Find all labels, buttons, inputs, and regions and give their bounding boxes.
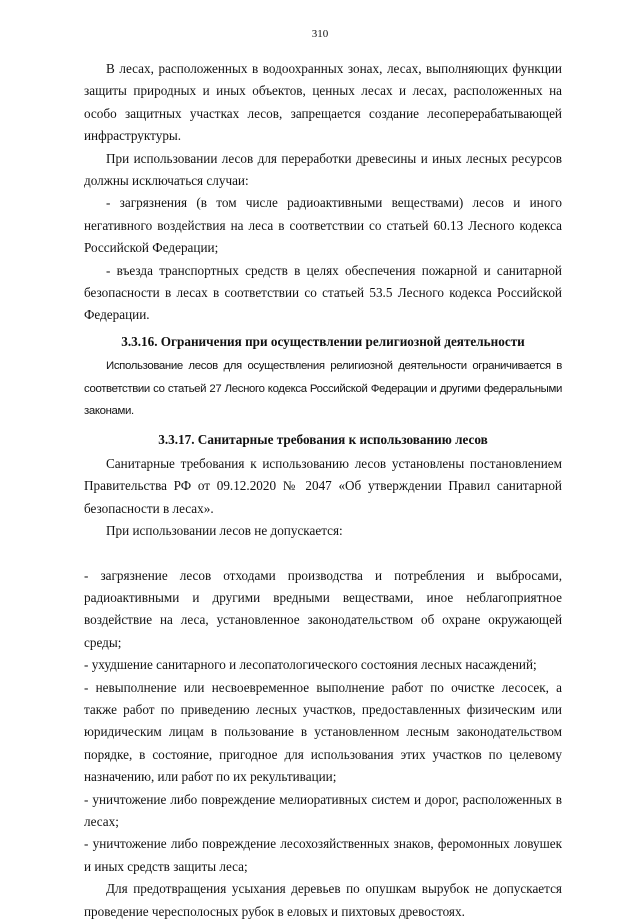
- list-item-waste-pollution: - загрязнение лесов отходами производства и потребления и выбросами, радиоактивными и другими вредными веществами, иное неблагоприятное воздействие на леса, установленное законодательством об охране окружающей среды;: [84, 567, 562, 650]
- section-title-3-3-16: 3.3.16. Ограничения при осуществлении религиозной деятельности: [121, 333, 525, 349]
- list-item-vehicle-entry: - въезда транспортных средств в целях обеспечения пожарной и санитарной безопасности в лесах в соответствии со статьей 53.5 Лесного кодекса Российской Федерации.: [84, 262, 562, 323]
- list-item-drainage-damage: - уничтожение либо повреждение мелиоративных систем и дорог, расположенных в лесах;: [84, 791, 562, 829]
- paragraph-sanitary-requirements: Санитарные требования к использованию лесов установлены постановлением Правительства РФ от 09.12.2020 № 2047 «Об утверждении Правил санитарной безопасности в лесах».: [84, 455, 562, 516]
- list-item-sanitary-deterioration: - ухудшение санитарного и лесопатологического состояния лесных насаждений;: [84, 657, 537, 673]
- paragraph-not-allowed: При использовании лесов не допускается:: [106, 523, 343, 539]
- paragraph-processing-exclusions: При использовании лесов для переработки древесины и иных лесных ресурсов должны исключаться случаи:: [84, 150, 562, 189]
- paragraph-strip-cutting: Для предотвращения усыхания деревьев по опушкам вырубок не допускается проведение чересполосных рубок в еловых и пихтовых древостоях.: [84, 881, 562, 919]
- section-title-3-3-17: 3.3.17. Санитарные требования к использованию лесов: [158, 431, 488, 447]
- paragraph-protective-forests: В лесах, расположенных в водоохранных зонах, лесах, выполняющих функции защиты природных и иных объектов, ценных лесах и лесах, расположенных на особо защитных участках лесов, запрещается создание лесоперерабатывающей инфраструктуры.: [84, 61, 562, 144]
- list-item-cleanup-failure: - невыполнение или несвоевременное выполнение работ по очистке лесосек, а также работ по приведению лесных участков, предоставленных физическим или юридическим лицам в пользование в установленном лесным законодательством порядке, в состояние, пригодное для использования этих участков по целевому назначению, или работ по их рекультивации;: [84, 679, 562, 785]
- page-number: 310: [311, 28, 329, 40]
- list-item-pollution: - загрязнения (в том числе радиоактивными веществами) лесов и иного негативного воздействия на леса в соответствии со статьей 60.13 Лесного кодекса Российской Федерации;: [84, 195, 562, 256]
- page-content: [84, 58, 562, 923]
- list-item-signs-damage: - уничтожение либо повреждение лесохозяйственных знаков, феромонных ловушек и иных средств защиты леса;: [84, 836, 562, 874]
- blank-spacer: [84, 543, 562, 565]
- paragraph-religious-activity: Использование лесов для осуществления религиозной деятельности ограничивается в соответствии со статьей 27 Лесного кодекса Российской Федерации и другими федеральными законами.: [84, 360, 562, 418]
